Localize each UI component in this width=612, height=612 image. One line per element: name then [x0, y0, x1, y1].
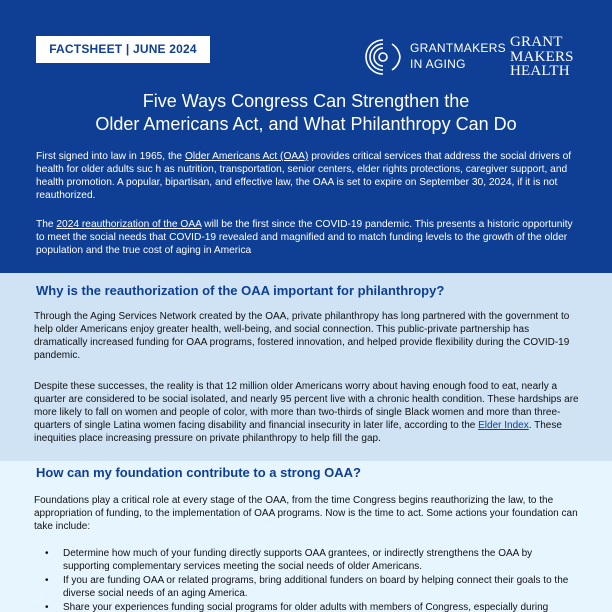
list-item-text: If you are funding OAA or related programs, bring additional funders on board by helping connect their goals to the diverse social needs of an aging America. — [63, 575, 569, 599]
bullet-icon: • — [45, 548, 49, 559]
wordmark-line: IN AGING — [410, 57, 466, 71]
how-section-heading: How can my foundation contribute to a strong OAA? — [36, 465, 361, 480]
grantmakers-in-aging-logo[interactable] — [362, 36, 506, 78]
list-item — [34, 601, 580, 612]
why-text: Despite these successes, the reality is that 12 million older Americans worry about having enough food to eat, nearly a quarter are considered to be social isolated, and nearly 95 percent live with a chronic health condition. These hardships are more likely to fall on women and people of color, with more than two-thirds of single Black women and more than three-quarters of single Latina women facing disability and financial insecurity in later life, according to the — [34, 381, 579, 431]
how-section — [0, 461, 612, 612]
why-section-heading: Why is the reauthorization of the OAA important for philanthropy? — [36, 283, 445, 298]
bullet-icon: • — [45, 602, 49, 612]
how-paragraph: Foundations play a critical role at every stage of the OAA, from the time Congress begins reauthorizing the law, to the appropriation of funding, to the implementation of OAA programs. Now is the time to act. Some actions your foundation can take include: — [34, 495, 578, 532]
elder-index-link[interactable]: Elder Index — [478, 420, 529, 431]
wordmark-line: HEALTH — [510, 63, 570, 79]
grantmakers-health-logo[interactable] — [510, 35, 574, 79]
title-line: Older Americans Act, and What Philanthropy Can Do — [95, 114, 517, 134]
concentric-arcs-icon — [362, 36, 408, 78]
page-title — [20, 90, 592, 136]
intro-text: First signed into law in 1965, the — [36, 151, 185, 162]
intro-paragraph — [36, 150, 576, 202]
intro-paragraph — [36, 218, 576, 257]
intro-text: provides critical services that address the social drivers of health for older adults suc h as nutrition, transportation, senior centers, elder rights protections, caregiver support, and health promotion. A popular, bipartisan, and effective law, the OAA is set to expire on September 30, 2024, if it is not reauthorized. — [36, 151, 572, 201]
header-banner — [0, 0, 612, 273]
oaa-link[interactable]: Older Americans Act (OAA) — [184, 151, 309, 162]
title-line: Five Ways Congress Can Strengthen the — [142, 91, 470, 111]
list-item-text: Share your experiences funding social programs for older adults with members of Congress, especially during — [63, 602, 549, 612]
intro-text: The — [36, 219, 57, 230]
intro-text: will be the first since the COVID-19 pandemic. This presents a historic opportunity to meet the social needs that COVID-19 revealed and magnified and to match funding levels to the growth of the older population and the true cost of aging in America — [36, 219, 573, 256]
why-text: . These inequities place increasing pressure on private philanthropy to help fill the gap. — [34, 420, 562, 444]
action-list — [34, 547, 580, 612]
wordmark-line: GRANT — [510, 34, 563, 50]
why-paragraph: Through the Aging Services Network created by the OAA, private philanthropy has long partnered with the government to help older Americans enjoy greater health, well-being, and social connection. This public-private partnership has dramatically increased funding for OAA programs, fostered innovation, and helped provide flexibility during the COVID-19 pandemic. — [34, 311, 570, 361]
bullet-icon: • — [45, 575, 49, 586]
grantmakers-in-aging-wordmark — [410, 40, 506, 72]
factsheet-badge: FACTSHEET | JUNE 2024 — [36, 36, 210, 63]
list-item-text: Determine how much of your funding directly supports OAA grantees, or indirectly strengthens the OAA by supporting complementary services meeting the social needs of older Americans. — [63, 548, 533, 572]
list-item — [34, 574, 580, 600]
why-paragraph — [34, 380, 580, 445]
why-section — [0, 273, 612, 461]
list-item — [34, 547, 580, 573]
reauthorization-link[interactable]: 2024 reauthorization of the OAA — [56, 219, 202, 230]
wordmark-line: GRANTMAKERS — [410, 41, 506, 55]
wordmark-line: MAKERS — [510, 48, 574, 65]
